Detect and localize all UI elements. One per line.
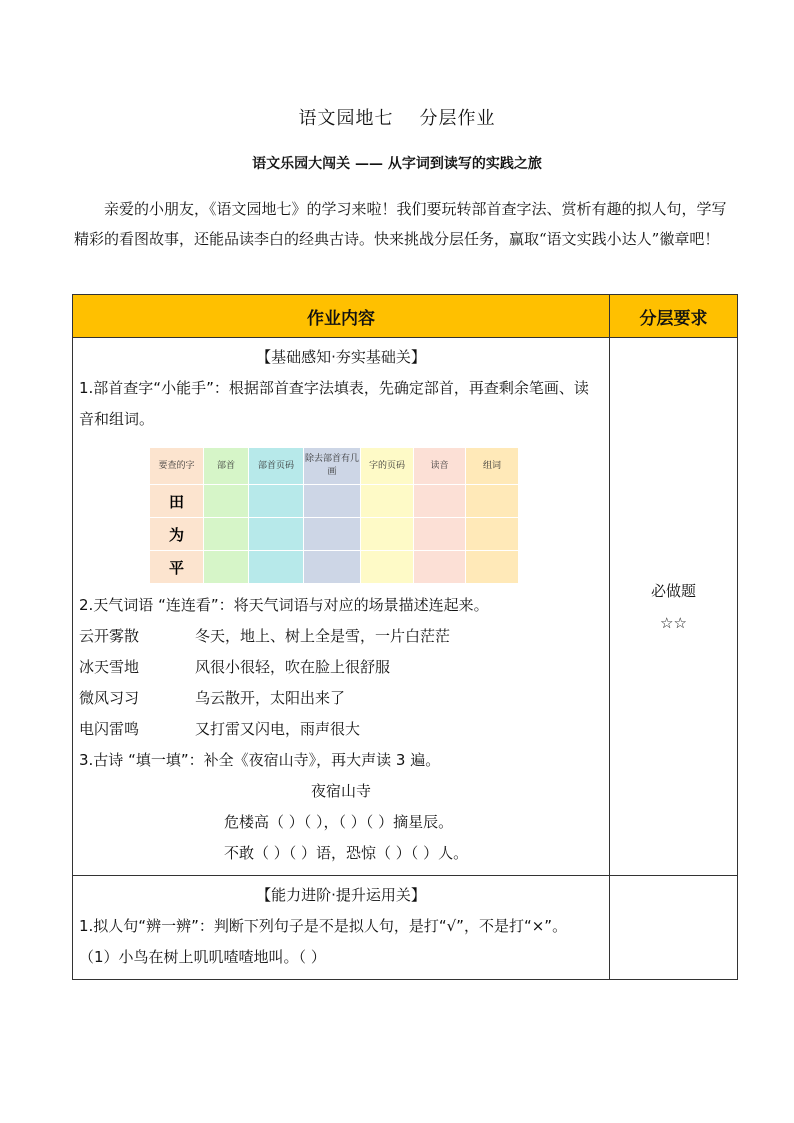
- scene-description: 风很小很轻，吹在脸上很舒服: [195, 658, 391, 676]
- lookup-blank-cell: [414, 485, 466, 518]
- lookup-header-row: [150, 448, 519, 485]
- scene-description: 又打雷又闪电，雨声很大: [195, 720, 361, 738]
- difficulty-stars: ☆☆: [660, 613, 687, 632]
- scene-description: 冬天，地上、树上全是雪，一片白茫茫: [195, 627, 451, 645]
- lookup-row: [150, 551, 519, 584]
- section-advanced-content: [73, 876, 610, 980]
- question-poem-fill: 3.古诗 “填一填”：补全《夜宿山寺》，再大声读 3 遍。: [79, 751, 441, 769]
- weather-word: 微风习习: [79, 689, 140, 707]
- match-pair: [79, 683, 603, 714]
- lookup-blank-cell: [304, 551, 361, 584]
- intro-paragraph: 亲爱的小朋友，《语文园地七》的学习来啦！我们要玩转部首查字法、赏析有趣的拟人句，学写精彩的看图故事，还能品读李白的经典古诗。快来挑战分层任务，赢取“语文实践小达人”徽章吧！: [74, 200, 727, 248]
- poem-line: 不敢（ ）（ ）语，恐惊（ ）（ ）人。: [224, 844, 469, 862]
- lookup-header-cell: 组词: [466, 448, 519, 485]
- lookup-blank-cell: [361, 518, 414, 551]
- section-basic-row: [73, 338, 738, 876]
- lookup-blank-cell: [466, 551, 519, 584]
- title-right: 分层作业: [419, 108, 496, 129]
- lookup-blank-cell: [466, 518, 519, 551]
- requirement-label: 必做题: [650, 581, 696, 600]
- section-basic-title: 【基础感知·夯实基础关】: [256, 348, 426, 366]
- sub-question: （1）小鸟在树上叽叽喳喳地叫。（ ）: [79, 948, 326, 966]
- question-radical-lookup: 1.部首查字“小能手”：根据部首查字法填表，先确定部首，再查剩余笔画、读音和组词。: [79, 379, 589, 428]
- lookup-row: [150, 485, 519, 518]
- section-basic-content: [73, 338, 610, 876]
- lookup-blank-cell: [414, 518, 466, 551]
- lookup-blank-cell: [466, 485, 519, 518]
- title-left: 语文园地七: [298, 108, 394, 129]
- weather-word: 电闪雷鸣: [79, 720, 140, 738]
- lookup-blank-cell: [204, 551, 249, 584]
- lookup-header-cell: 部首页码: [249, 448, 304, 485]
- lookup-blank-cell: [414, 551, 466, 584]
- lookup-blank-cell: [361, 551, 414, 584]
- lookup-char: 田: [150, 485, 204, 518]
- lookup-blank-cell: [304, 485, 361, 518]
- scene-description: 乌云散开，太阳出来了: [195, 689, 346, 707]
- lookup-blank-cell: [249, 551, 304, 584]
- lookup-header-cell: 字的页码: [361, 448, 414, 485]
- header-row: [73, 295, 738, 338]
- match-pair: [79, 621, 603, 652]
- content-column-header: 作业内容: [73, 295, 610, 338]
- lookup-header-cell: 部首: [204, 448, 249, 485]
- lookup-blank-cell: [249, 518, 304, 551]
- poem-line: 危楼高（ ）（ ），（ ）（ ）摘星辰。: [224, 813, 454, 831]
- weather-word: 云开雾散: [79, 627, 140, 645]
- question-personification: 1.拟人句“辨一辨”：判断下列句子是不是拟人句，是打“√”，不是打“×”。: [79, 917, 568, 935]
- lookup-blank-cell: [204, 485, 249, 518]
- weather-word: 冰天雪地: [79, 658, 140, 676]
- homework-table: [72, 294, 738, 980]
- lookup-row: [150, 518, 519, 551]
- lookup-blank-cell: [304, 518, 361, 551]
- poem-title: 夜宿山寺: [310, 782, 371, 800]
- match-pair: [79, 652, 603, 683]
- page-title: [0, 104, 794, 130]
- radical-lookup-table: [150, 448, 519, 584]
- question-weather-match: 2.天气词语 “连连看”：将天气词语与对应的场景描述连起来。: [79, 596, 489, 614]
- lookup-blank-cell: [249, 485, 304, 518]
- section-advanced-row: [73, 876, 738, 980]
- lookup-char: 为: [150, 518, 204, 551]
- lookup-header-cell: 要查的字: [150, 448, 204, 485]
- lookup-blank-cell: [204, 518, 249, 551]
- section-advanced-title: 【能力进阶·提升运用关】: [256, 886, 426, 904]
- section-advanced-requirement: [610, 876, 738, 980]
- lookup-header-cell: 读音: [414, 448, 466, 485]
- lookup-header-cell: 除去部首有几画: [304, 448, 361, 485]
- requirement-column-header: 分层要求: [610, 295, 738, 338]
- section-basic-requirement: [610, 338, 738, 876]
- page-subtitle: 语文乐园大闯关 —— 从字词到读写的实践之旅: [252, 156, 542, 172]
- match-pair: [79, 714, 603, 745]
- lookup-char: 平: [150, 551, 204, 584]
- lookup-blank-cell: [361, 485, 414, 518]
